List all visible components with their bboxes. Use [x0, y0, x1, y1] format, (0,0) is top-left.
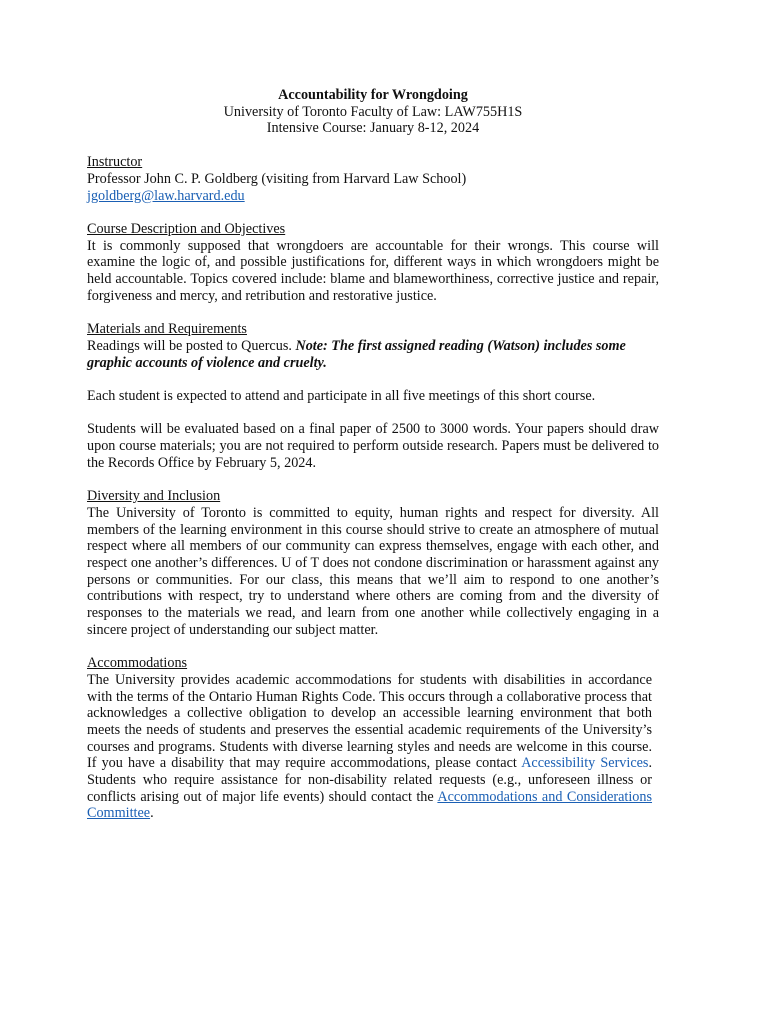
- document-header: [87, 87, 659, 137]
- accommodations-section: [87, 655, 659, 822]
- accommodations-committee-link[interactable]: Accommodations and Considerations Committee: [87, 788, 653, 822]
- materials-section: [87, 321, 659, 471]
- course-dates: Intensive Course: January 8-12, 2024: [266, 120, 480, 137]
- accommodations-text-1: The University provides academic accommodations for students with disabilities in accordance with the terms of the Ontario Human Rights Code. This occurs through a collaborative process that acknowledges a collective obligation to develop an accessible learning environment that both meets the needs of students and preserves the essential academic requirements of the University’s courses and programs. Students with diverse learning styles and needs are welcome in this course. If you have a disability that may require accommodations, please contact: [87, 671, 652, 772]
- accommodations-body: [87, 672, 652, 822]
- course-title: Accountability for Wrongdoing: [278, 87, 468, 103]
- readings-intro: Readings will be posted to Quercus.: [87, 337, 296, 354]
- instructor-email-link[interactable]: jgoldberg@law.harvard.edu: [87, 187, 245, 204]
- diversity-body: The University of Toronto is committed to equity, human rights and respect for diversity. All members of the learning environment in this course should strive to create an atmosphere of mutual respect where all members of our community can express themselves, engage with each other, and respect one another’s differences. U of T does not condone discrimination or harassment against any persons or communities. For our class, this means that we’ll aim to respond to one another’s contributions with respect, try to understand where others are coming from and the diversity of responses to the materials we read, and learn from one another while collectively engaging in a sincere project of understanding our subject matter.: [87, 504, 659, 638]
- syllabus-page: [87, 87, 659, 839]
- course-subtitle: University of Toronto Faculty of Law: LAW755H1S: [223, 103, 523, 120]
- materials-attendance: Each student is expected to attend and participate in all five meetings of this short course.: [87, 387, 596, 404]
- course-description-section: [87, 221, 659, 305]
- diversity-heading: Diversity and Inclusion: [87, 488, 221, 505]
- accommodations-text-3: .: [150, 805, 154, 822]
- accessibility-services-link[interactable]: Accessibility Services: [521, 755, 649, 772]
- materials-readings: [87, 338, 659, 371]
- course-description-body: It is commonly supposed that wrongdoers are accountable for their wrongs. This course will examine the logic of, and possible justifications for, different ways in which wrongdoers might be held accountable. Topics covered include: blame and blameworthiness, corrective justice and repair, forgiveness and mercy, and retribution and restorative justice.: [87, 237, 659, 304]
- materials-heading: Materials and Requirements: [87, 321, 247, 338]
- accommodations-text-2: . Students who require assistance for non-disability related requests (e.g., unforeseen illness or conflicts arising out of major life events) should contact the: [87, 755, 652, 805]
- instructor-heading: Instructor: [87, 154, 143, 171]
- course-description-heading: Course Description and Objectives: [87, 220, 286, 237]
- readings-warning-note: Note: The first assigned reading (Watson) includes some graphic accounts of violence and cruelty.: [87, 337, 626, 371]
- diversity-section: [87, 488, 659, 638]
- instructor-name: Professor John C. P. Goldberg (visiting from Harvard Law School): [87, 170, 467, 187]
- instructor-section: [87, 154, 659, 204]
- accommodations-heading: Accommodations: [87, 655, 188, 672]
- materials-evaluation: Students will be evaluated based on a final paper of 2500 to 3000 words. Your papers should draw upon course materials; you are not required to perform outside research. Papers must be delivered to the Records Office by February 5, 2024.: [87, 421, 659, 471]
